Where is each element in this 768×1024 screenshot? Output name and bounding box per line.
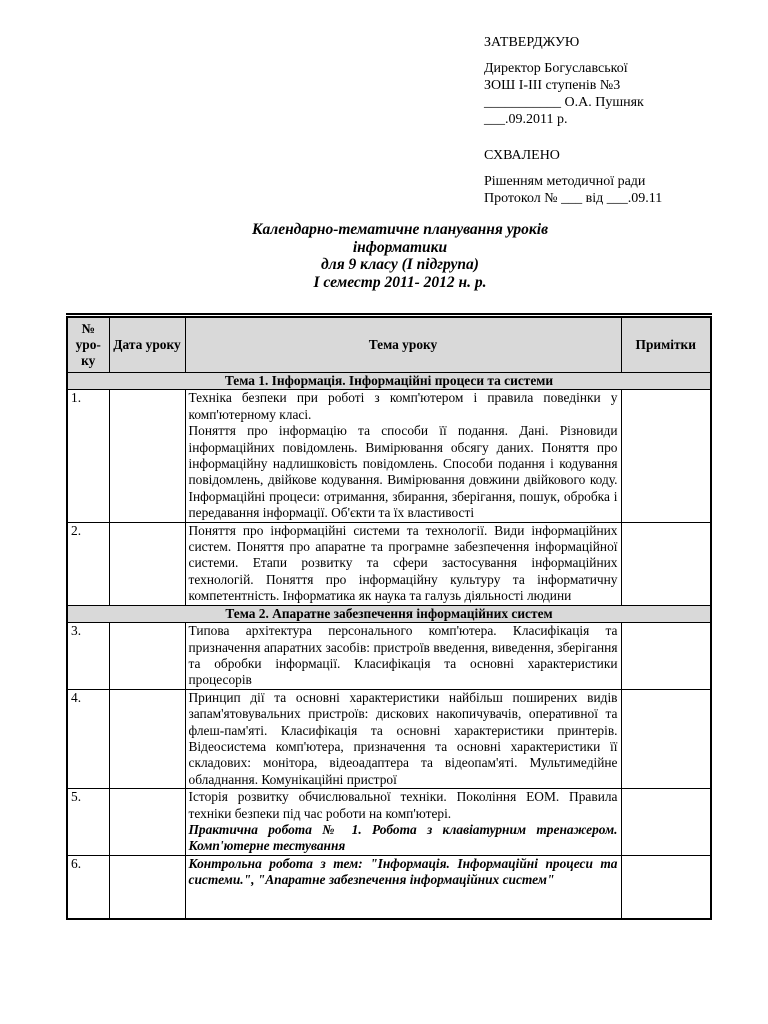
- section-title: Тема 2. Апаратне забезпечення інформаційних систем: [67, 605, 711, 622]
- lesson-date-cell: [109, 789, 185, 856]
- notes-cell: [621, 855, 711, 919]
- lesson-topic-cell: [185, 855, 621, 919]
- lesson-number: 5.: [67, 789, 109, 856]
- approve-line: ___.09.2011 р.: [484, 112, 568, 127]
- table-row: [67, 855, 711, 919]
- table-header-row: [67, 316, 711, 373]
- notes-cell: [621, 522, 711, 605]
- notes-cell: [621, 390, 711, 522]
- lesson-number: 4.: [67, 689, 109, 788]
- header-lesson-topic: Тема уроку: [185, 316, 621, 373]
- section-row: [67, 605, 711, 622]
- lesson-topic-cell: [185, 689, 621, 788]
- lesson-number: 2.: [67, 522, 109, 605]
- lesson-date-cell: [109, 390, 185, 522]
- document-title: [140, 221, 660, 291]
- lesson-plan-table: [66, 313, 712, 920]
- agreed-heading: СХВАЛЕНО: [484, 148, 560, 163]
- lesson-topic-text: Техніка безпеки при роботі з комп'ютером і правила поведінки у комп'ютерному класі.: [188, 390, 618, 422]
- lesson-topic-cell: [185, 623, 621, 690]
- title-line: Календарно-тематичне планування уроків: [251, 221, 548, 238]
- lesson-number: 6.: [67, 855, 109, 919]
- title-line: І семестр 2011- 2012 н. р.: [313, 273, 487, 291]
- approve-heading: ЗАТВЕРДЖУЮ: [484, 35, 580, 50]
- table-row: [67, 623, 711, 690]
- approve-line: Директор Богуславської: [484, 61, 628, 76]
- header-lesson-date: Дата уроку: [109, 316, 185, 373]
- lesson-date-cell: [109, 855, 185, 919]
- approve-line: ___________ О.А. Пушняк: [484, 95, 644, 110]
- table-row: [67, 789, 711, 856]
- table-row: [67, 522, 711, 605]
- header-lesson-number: № уро- ку: [67, 316, 109, 373]
- lesson-date-cell: [109, 689, 185, 788]
- section-title: Тема 1. Інформація. Інформаційні процеси та системи: [67, 373, 711, 390]
- approval-block: [484, 34, 754, 207]
- lesson-number: 3.: [67, 623, 109, 690]
- lesson-topic-text: Історія розвитку обчислювальної техніки. Покоління ЕОМ. Правила техніки безпеки під час роботи на комп'ютері.: [188, 789, 618, 821]
- section-row: [67, 373, 711, 390]
- header-notes: Примітки: [621, 316, 711, 373]
- title-line: інформатики: [352, 238, 448, 256]
- table-row: [67, 689, 711, 788]
- lesson-topic-text: Поняття про інформаційні системи та технології. Види інформаційних систем. Поняття про апаратне та програмне забезпечення інформаційної системи. Етапи розвитку та сфери застосування інформаційних технологій. Поняття про інформаційну культуру та інформатичну компетентність. Інформатика як наука та галузь діяльності людини: [188, 522, 618, 604]
- agreed-line: Рішенням методичної ради: [484, 174, 646, 189]
- lesson-topic-text: Поняття про інформацію та способи її подання. Дані. Різновиди інформаційних повідомлень. Вимірювання обсягу даних. Поняття про інформаційну надлишковість повідомлень. Способи подання і кодування повідомлень, двійкове кодування. Вимірювання довжини двійкового коду. Інформаційні процеси: отримання, збирання, зберігання, пошук, обробка і передавання інформації. Об'єкти та їх властивості: [188, 423, 618, 521]
- table-row: [67, 390, 711, 522]
- notes-cell: [621, 689, 711, 788]
- notes-cell: [621, 623, 711, 690]
- lesson-topic-cell: [185, 390, 621, 522]
- lesson-topic-cell: [185, 522, 621, 605]
- lesson-topic-text: Типова архітектура персонального комп'ютера. Класифікація та призначення апаратних засобів: пристроїв введення, виведення, зберігання та обробки інформації. Класифікація та основні характеристики процесорів: [188, 623, 618, 688]
- agreed-line: Протокол № ___ від ___.09.11: [484, 191, 663, 206]
- lesson-work-text: Контрольна робота з тем: "Інформація. Інформаційні процеси та системи.", "Апаратне забезпечення інформаційних систем": [188, 855, 618, 888]
- lesson-date-cell: [109, 623, 185, 690]
- lesson-work-text: Практична робота № 1. Робота з клавіатурним тренажером. Комп'ютерне тестування: [188, 821, 618, 854]
- approve-line: ЗОШ І-ІІІ ступенів №3: [484, 78, 621, 93]
- title-line: для 9 класу (І підгрупа): [321, 256, 479, 273]
- lesson-topic-text: Принцип дії та основні характеристики найбільш поширених видів запам'ятовувальних пристроїв: дискових накопичувачів, оперативної та флеш-пам'яті. Класифікація та основні характеристики принтерів. Відеосистема комп'ютера, призначення та основні характеристики її складових: монітора, відеоадаптера та відеопам'яті. Мультимедійне обладнання. Комунікаційні пристрої: [188, 689, 618, 787]
- lesson-number: 1.: [67, 390, 109, 522]
- notes-cell: [621, 789, 711, 856]
- lesson-topic-cell: [185, 789, 621, 856]
- lesson-date-cell: [109, 522, 185, 605]
